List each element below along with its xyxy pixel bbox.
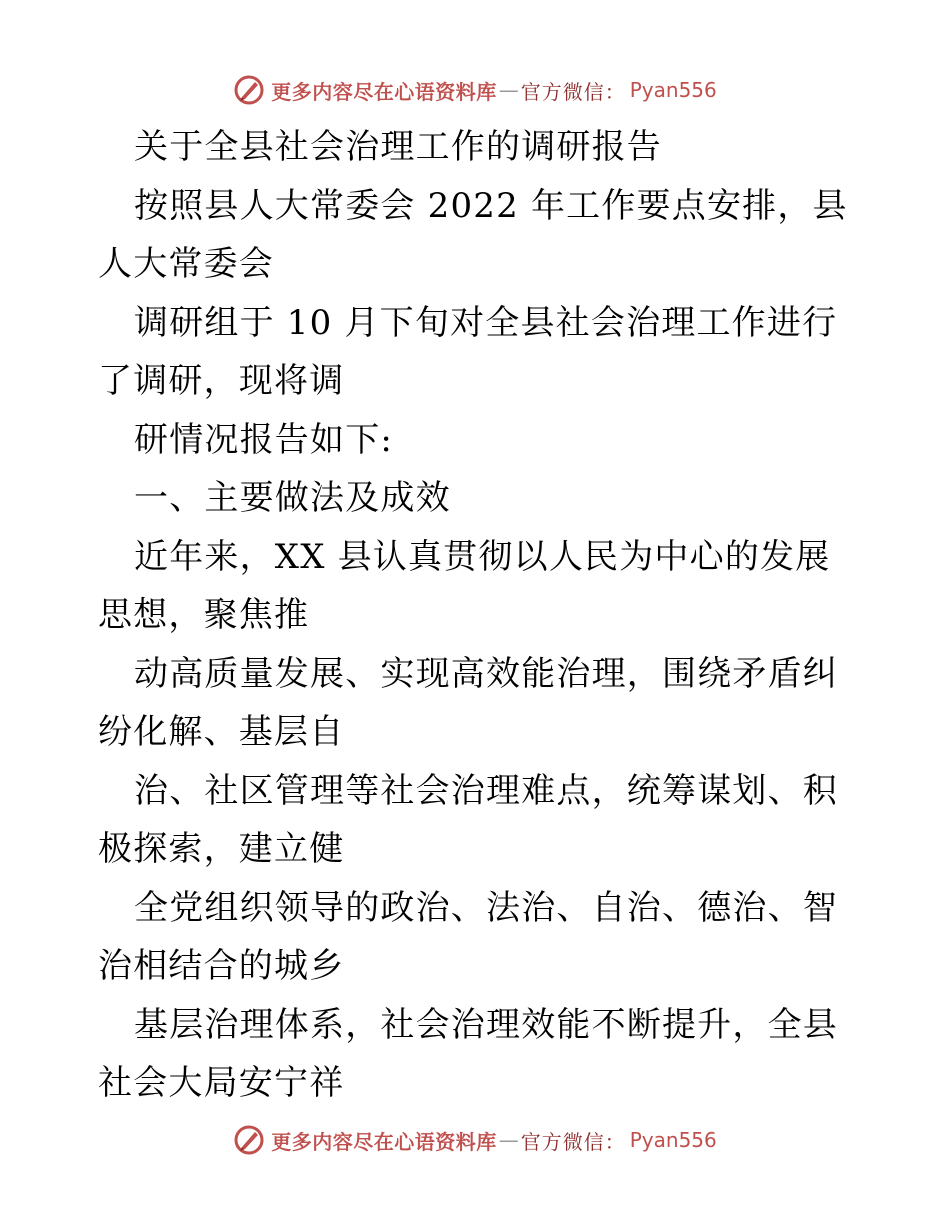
paragraph: 基层治理体系，社会治理效能不断提升，全县社会大局安宁祥 xyxy=(98,1004,838,1103)
document-title: 关于全县社会治理工作的调研报告 xyxy=(134,127,662,167)
banner-main-text: 更多内容尽在心语资料库 xyxy=(271,79,497,104)
document-body xyxy=(98,118,858,1113)
banner-wechat-id: Pyan556 xyxy=(629,78,717,102)
banner-wechat-label: 官方微信： xyxy=(520,79,626,104)
pen-logo-icon xyxy=(233,1124,265,1156)
paragraph: 研情况报告如下: xyxy=(134,419,394,460)
banner-separator: — xyxy=(498,78,519,102)
banner-wechat-label: 官方微信： xyxy=(520,1129,626,1154)
pen-logo-icon xyxy=(233,74,265,106)
footer-banner xyxy=(0,1120,950,1160)
paragraph: 调研组于 10 月下旬对全县社会治理工作进行了调研，现将调 xyxy=(98,302,838,401)
header-banner xyxy=(0,70,950,110)
paragraph: 全党组织领导的政治、法治、自治、德治、智治相结合的城乡 xyxy=(98,887,838,986)
paragraph: 治、社区管理等社会治理难点，统筹谋划、积极探索，建立健 xyxy=(98,770,838,869)
section-heading: 一、主要做法及成效 xyxy=(134,478,451,518)
banner-separator: — xyxy=(498,1128,519,1152)
banner-wechat-id: Pyan556 xyxy=(629,1128,717,1152)
banner-main-text: 更多内容尽在心语资料库 xyxy=(271,1129,497,1154)
paragraph: 近年来，XX 县认真贯彻以人民为中心的发展思想，聚焦推 xyxy=(98,536,831,635)
paragraph: 动高质量发展、实现高效能治理，围绕矛盾纠纷化解、基层自 xyxy=(98,653,838,752)
paragraph: 按照县人大常委会 2022 年工作要点安排，县人大常委会 xyxy=(98,185,848,284)
